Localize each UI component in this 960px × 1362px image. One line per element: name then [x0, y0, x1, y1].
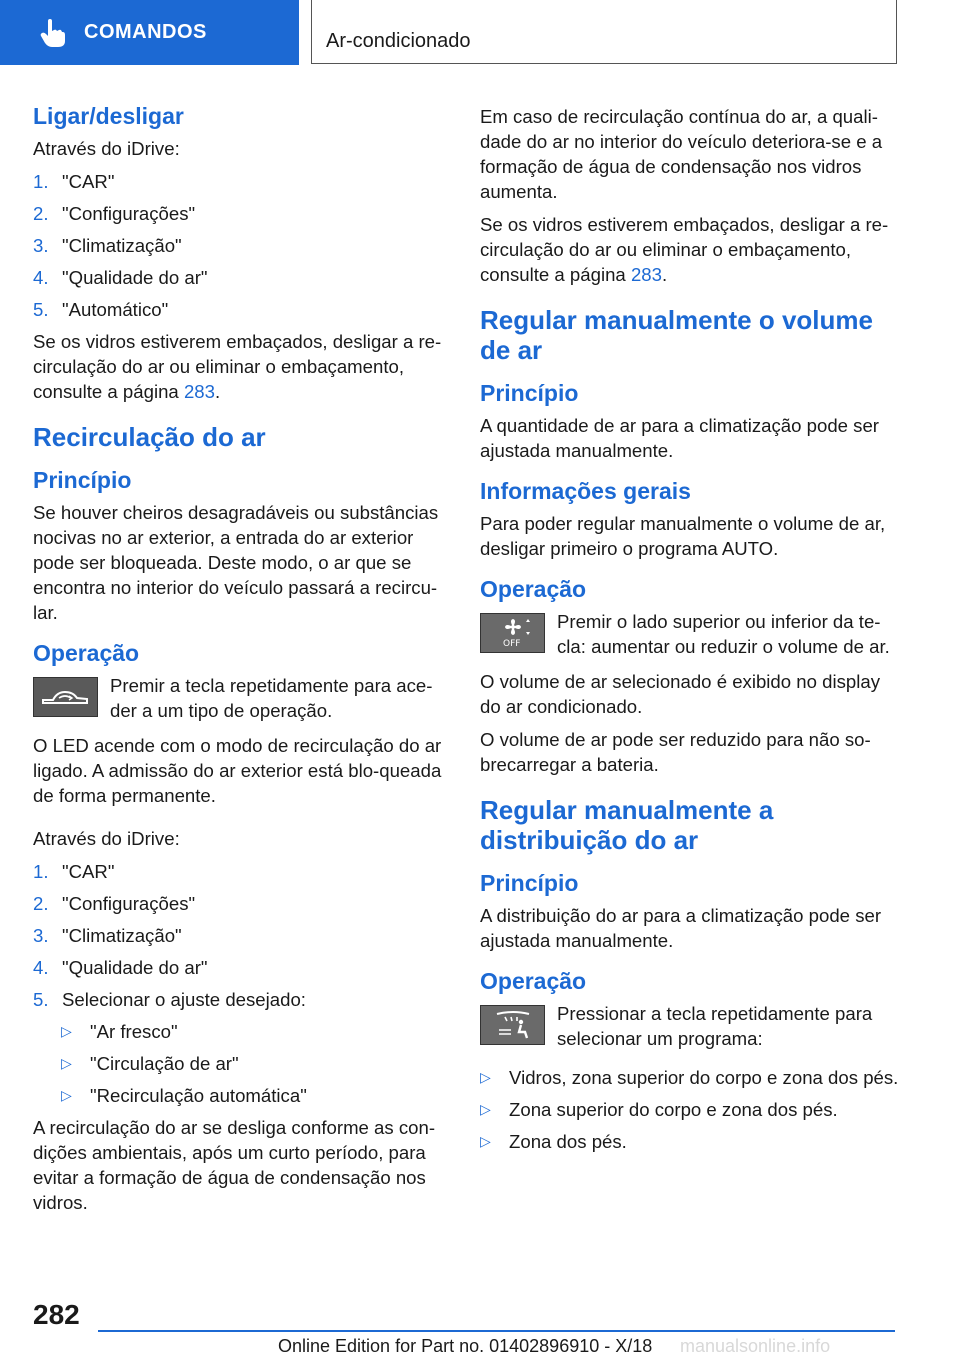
list-item: 4. "Qualidade do ar" — [33, 267, 208, 288]
steps-list-2 — [33, 859, 453, 1108]
sub-list-item: ▷ "Circulação de ar" — [61, 1053, 239, 1074]
info-text: Para poder regular manualmente o volume de ar, desligar primeiro o programa AUTO. — [480, 513, 886, 559]
footer-divider — [98, 1330, 895, 1332]
edition-text: Online Edition for Part no. 01402896910 - X/18 — [278, 1336, 653, 1356]
led-text: O LED acende com o modo de recirculação do ar ligado. A admissão do ar exterior está blo-queada de forma permanente. — [33, 735, 442, 806]
end-text: A recirculação do ar se desliga conforme as con-dições ambientais, após um curto período, para evitar a formação de água de condensação nos vidros. — [33, 1117, 436, 1213]
heading-principio: Princípio — [33, 467, 132, 493]
operation-row — [480, 609, 900, 659]
heading-volume: Regular manualmente o volume de ar — [480, 305, 873, 365]
heading-distribuicao: Regular manualmente a distribuição do ar — [480, 795, 774, 855]
air-distribution-button-image — [480, 1005, 545, 1045]
list-item: 4. "Qualidade do ar" — [33, 957, 208, 978]
sub-list-item: ▷ "Recirculação automática" — [61, 1085, 307, 1106]
list-item: 2. "Configurações" — [33, 203, 196, 224]
volume-display-text: O volume de ar selecionado é exibido no display do ar condicionado. — [480, 671, 881, 717]
recirculation-button-image — [33, 677, 98, 717]
list-item: 1. "CAR" — [33, 861, 115, 882]
heading-principio: Princípio — [480, 380, 579, 406]
operation-row — [480, 1001, 900, 1051]
chapter-tab[interactable] — [0, 0, 299, 65]
heading-principio: Princípio — [480, 870, 579, 896]
recirculation-car-icon — [41, 685, 91, 709]
list-item: 1. "CAR" — [33, 171, 115, 192]
heading-ligar-desligar: Ligar/desligar — [33, 103, 184, 129]
operation-row — [33, 673, 453, 723]
heading-operacao: Operação — [33, 640, 140, 666]
idrive-intro-2: Através do iDrive: — [33, 828, 180, 849]
operation-text: Premir a tecla repetidamente para ace-der a um tipo de operação. — [110, 675, 433, 721]
chapter-tab-label: COMANDOS — [84, 21, 207, 43]
principio-text: Se houver cheiros desagradáveis ou substâncias nocivas no ar exterior, a entrada do ar exterior pode ser bloqueada. Deste modo, o ar que se encontra no interior do veículo passará a recircu-lar. — [33, 502, 439, 623]
operation-text: Pressionar a tecla repetidamente para selecionar um programa: — [557, 1003, 873, 1049]
fan-icon — [493, 618, 533, 648]
list-item: 3. "Climatização" — [33, 925, 182, 946]
steps-list-1 — [33, 169, 453, 322]
operation-text: Premir o lado superior ou inferior da te-cla: aumentar ou reduzir o volume de ar. — [557, 611, 890, 657]
program-list — [480, 1065, 900, 1154]
continuous-recirc-text: Em caso de recirculação contínua do ar, a quali-dade do ar no interior do veículo deteriora-se e a formação de água de condensação nos vidros aumenta. — [480, 106, 883, 202]
left-column — [33, 100, 453, 1223]
principio-text: A quantidade de ar para a climatização pode ser ajustada manualmente. — [480, 415, 879, 461]
principio-text: A distribuição do ar para a climatização pode ser ajustada manualmente. — [480, 905, 882, 951]
list-item: 3. "Climatização" — [33, 235, 182, 256]
fog-note: Se os vidros estiverem embaçados, desligar a re-circulação do ar ou eliminar o embaçamento, consulte a página 283. — [480, 214, 889, 285]
list-item: ▷ Zona superior do corpo e zona dos pés. — [480, 1099, 838, 1120]
heading-recirculacao: Recirculação do ar — [33, 422, 266, 452]
page-link[interactable]: 283 — [183, 381, 215, 402]
list-item: ▷ Zona dos pés. — [480, 1131, 627, 1152]
sub-list-item: ▷ "Ar fresco" — [61, 1021, 178, 1042]
section-title: Ar-condicionado — [326, 30, 471, 52]
page-number: 282 — [33, 1299, 80, 1330]
list-item: 5. "Automático" — [33, 299, 169, 320]
air-distribution-icon — [491, 1010, 535, 1040]
list-item: 5. Selecionar o ajuste desejado: — [33, 989, 306, 1010]
heading-operacao: Operação — [480, 576, 587, 602]
volume-battery-text: O volume de ar pode ser reduzido para não so-brecarregar a bateria. — [480, 729, 871, 775]
heading-operacao: Operação — [480, 968, 587, 994]
list-item: 2. "Configurações" — [33, 893, 196, 914]
fan-off-label: OFF — [502, 639, 520, 648]
list-item: ▷ Vidros, zona superior do corpo e zona dos pés. — [480, 1067, 899, 1088]
right-column — [480, 100, 900, 1161]
fog-note: Se os vidros estiverem embaçados, desligar a re-circulação do ar ou eliminar o embaçamento, consulte a página 283. — [33, 331, 442, 402]
heading-info: Informações gerais — [480, 478, 691, 504]
fan-button-image — [480, 613, 545, 653]
page-link[interactable]: 283 — [630, 264, 662, 285]
idrive-intro-1: Através do iDrive: — [33, 138, 180, 159]
watermark: manualsonline.info — [680, 1336, 831, 1356]
hand-pointer-icon — [40, 18, 66, 48]
section-header — [311, 0, 897, 64]
